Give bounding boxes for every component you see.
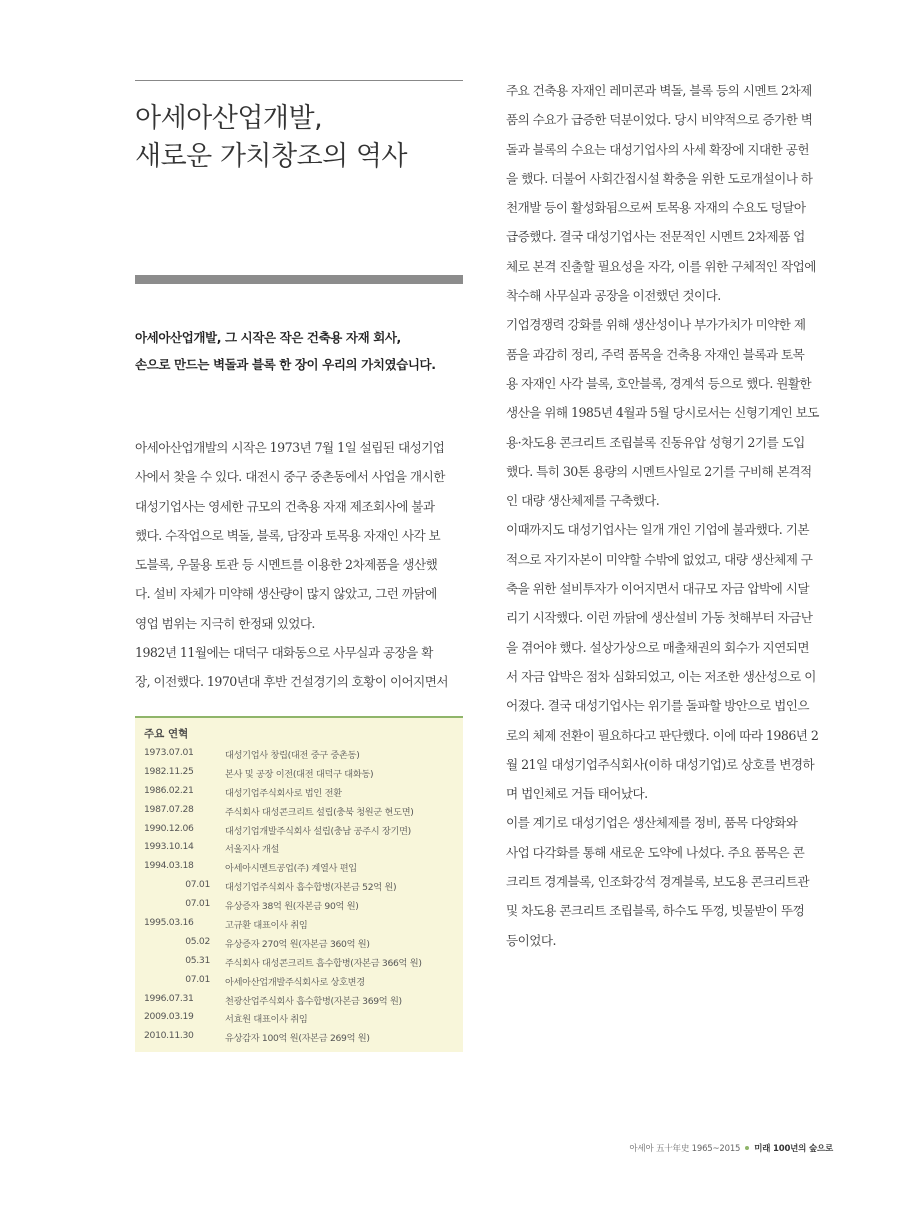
timeline-date: 1996.07.31 (144, 992, 194, 1004)
body-text-line: 사업 다각화를 통해 새로운 도약에 나섰다. 주요 품목은 콘 (506, 844, 805, 860)
timeline-row (135, 744, 463, 763)
timeline-row (135, 857, 463, 876)
timeline-date: 05.02 (185, 935, 210, 947)
timeline-row (135, 952, 463, 971)
body-text-line: 장, 이전했다. 1970년대 후반 건설경기의 호황이 이어지면서 (135, 674, 449, 690)
body-text-line: 이때까지도 대성기업사는 일개 개인 기업에 불과했다. 기본 (506, 522, 809, 538)
timeline-row (135, 801, 463, 820)
body-text-line: 축을 위한 설비투자가 이어지면서 대규모 자금 압박에 시달 (506, 581, 809, 597)
body-text-line: 체로 본격 진출할 필요성을 자각, 이를 위한 구체적인 작업에 (506, 258, 816, 274)
body-text-line: 영업 범위는 지극히 한정돼 있었다. (135, 615, 315, 631)
timeline-date: 05.31 (185, 954, 210, 966)
lead-subtitle (135, 324, 465, 378)
body-text-line: 기업경쟁력 강화를 위해 생산성이나 부가가치가 미약한 제 (506, 317, 806, 333)
timeline-date: 07.01 (185, 898, 210, 910)
timeline-row (135, 820, 463, 839)
left-column-body (135, 433, 465, 697)
body-text-line: 아세아산업개발의 시작은 1973년 7월 1일 설립된 대성기업 (135, 440, 445, 455)
body-text-line: 했다. 수작업으로 벽돌, 블록, 담장과 토목용 자재인 사각 보 (135, 527, 441, 543)
top-rule (135, 80, 463, 81)
timeline-date: 07.01 (185, 973, 210, 985)
timeline-date: 1987.07.28 (144, 803, 194, 815)
body-text-line: 용 자재인 사각 블록, 호안블록, 경계석 등으로 했다. 원활한 (506, 375, 812, 391)
title-line: 아세아산업개발, (135, 103, 323, 134)
body-text-line: 도블록, 우물용 토관 등 시멘트를 이용한 2차제품을 생산했 (135, 557, 438, 573)
timeline-row (135, 895, 463, 914)
footer-section-title: 미래 100년의 숲으로 (754, 1144, 833, 1154)
timeline-event: 서효원 대표이사 취임 (225, 1014, 308, 1026)
footer-book-title: 아세아 五十年史 1965~2015 (629, 1144, 741, 1154)
timeline-row (135, 1027, 463, 1046)
body-text-line: 착수해 사무실과 공장을 이전했던 것이다. (506, 288, 721, 304)
timeline-event: 대성기업주식회사 흡수합병(자본금 52억 원) (225, 882, 397, 894)
timeline-row (135, 971, 463, 990)
timeline-row (135, 763, 463, 782)
body-text-line: 어졌다. 결국 대성기업사는 위기를 돌파할 방안으로 법인으 (506, 698, 809, 714)
body-text-line: 리기 시작했다. 이런 까닭에 생산설비 가동 첫해부터 자금난 (506, 610, 813, 626)
body-text-line: 급증했다. 결국 대성기업사는 전문적인 시멘트 2차제품 업 (506, 229, 805, 245)
body-text-line: 로의 체제 전환이 필요하다고 판단했다. 이에 따라 1986년 2 (506, 727, 819, 743)
timeline-event: 유상감자 100억 원(자본금 269억 원) (225, 1033, 370, 1045)
body-text-line: 돌과 블록의 수요는 대성기업사의 사세 확장에 지대한 공헌 (506, 141, 809, 157)
body-text-line: 사에서 찾을 수 있다. 대전시 중구 중촌동에서 사업을 개시한 (135, 469, 445, 485)
timeline-event: 대성기업주식회사로 법인 전환 (225, 787, 342, 799)
body-text-line: 1982년 11월에는 대덕구 대화동으로 사무실과 공장을 확 (135, 645, 433, 661)
timeline-event: 유상증자 38억 원(자본금 90억 원) (225, 901, 359, 913)
subtitle-line: 아세아산업개발, 그 시작은 작은 건축용 자재 회사, (135, 330, 401, 345)
timeline-row (135, 838, 463, 857)
timeline-date: 2010.11.30 (144, 1030, 194, 1042)
body-text-line: 품을 과감히 정리, 주력 품목을 건축용 자재인 블록과 토목 (506, 346, 805, 362)
timeline-date: 1986.02.21 (144, 784, 194, 796)
subtitle-line: 손으로 만드는 벽돌과 블록 한 장이 우리의 가치였습니다. (135, 357, 436, 372)
body-text-line: 이를 계기로 대성기업은 생산체제를 정비, 품목 다양화와 (506, 815, 798, 831)
timeline-date: 1993.10.14 (144, 841, 194, 853)
body-text-line: 을 했다. 더불어 사회간접시설 확충을 위한 도로개설이나 하 (506, 170, 813, 186)
body-text-line: 적으로 자기자본이 미약할 수밖에 없었고, 대량 생산체제 구 (506, 551, 813, 567)
timeline-date: 1973.07.01 (144, 747, 194, 758)
history-timeline-box (135, 716, 463, 1052)
timeline-event: 유상증자 270억 원(자본금 360억 원) (225, 938, 370, 950)
timeline-row (135, 1008, 463, 1027)
body-text-line: 대성기업사는 영세한 규모의 건축용 자재 제조회사에 불과 (135, 498, 435, 514)
body-text-line: 품의 수요가 급증한 덕분이었다. 당시 비약적으로 증가한 벽 (506, 112, 813, 128)
body-text-line: 천개발 등이 활성화됨으로써 토목용 자재의 수요도 덩달아 (506, 200, 806, 216)
body-text-line: 생산을 위해 1985년 4월과 5월 당시로서는 신형기계인 보도 (506, 405, 819, 421)
page-title (135, 100, 465, 176)
timeline-row (135, 990, 463, 1009)
timeline-event: 고규환 대표이사 취임 (225, 920, 308, 932)
timeline-event: 본사 및 공장 이전(대전 대덕구 대화동) (225, 768, 374, 780)
body-text-line: 및 차도용 콘크리트 조립블록, 하수도 뚜껑, 빗물받이 뚜껑 (506, 903, 805, 919)
right-column-body (506, 76, 834, 955)
timeline-row (135, 933, 463, 952)
body-text-line: 인 대량 생산체제를 구축했다. (506, 493, 660, 509)
body-text-line: 용·차도용 콘크리트 조립블록 진동유압 성형기 2기를 도입 (506, 434, 805, 450)
timeline-date: 2009.03.19 (144, 1011, 194, 1023)
body-text-line: 다. 설비 자체가 미약해 생산량이 많지 않았고, 그런 까닭에 (135, 586, 437, 602)
body-text-line: 며 법인체로 거듭 태어났다. (506, 786, 648, 802)
body-text-line: 등이었다. (506, 932, 556, 948)
timeline-date: 1995.03.16 (144, 917, 194, 929)
timeline-row (135, 876, 463, 895)
body-text-line: 월 21일 대성기업주식회사(이하 대성기업)로 상호를 변경하 (506, 756, 815, 772)
timeline-row (135, 782, 463, 801)
title-line: 새로운 가치창조의 역사 (135, 141, 407, 172)
timeline-heading: 주요 연혁 (144, 728, 189, 740)
section-divider-bar (135, 275, 463, 284)
timeline-date: 1990.12.06 (144, 822, 194, 834)
timeline-date: 1982.11.25 (144, 765, 194, 777)
bullet-icon (745, 1146, 749, 1150)
body-text-line: 을 겪어야 했다. 설상가상으로 매출채권의 회수가 지연되면 (506, 639, 809, 655)
timeline-event: 주식회사 대성콘크리트 흡수합병(자본금 366억 원) (225, 957, 422, 969)
timeline-event: 대성기업개발주식회사 설립(충남 공주시 장기면) (225, 825, 411, 837)
body-text-line: 했다. 특히 30톤 용량의 시멘트사일로 2기를 구비해 본격적 (506, 463, 812, 479)
timeline-date: 1994.03.18 (144, 860, 194, 872)
page-footer (629, 1142, 833, 1154)
timeline-event: 아세아산업개발주식회사로 상호변경 (225, 976, 365, 988)
body-text-line: 주요 건축용 자재인 레미콘과 벽돌, 블록 등의 시멘트 2차제 (506, 83, 812, 98)
timeline-rows (135, 744, 463, 1046)
timeline-row (135, 914, 463, 933)
timeline-event: 천광산업주식회사 흡수합병(자본금 369억 원) (225, 995, 402, 1007)
timeline-event: 아세아시멘트공업(주) 계열사 편입 (225, 863, 357, 875)
timeline-date: 07.01 (185, 879, 210, 891)
timeline-event: 서울지사 개설 (225, 844, 280, 856)
timeline-event: 대성기업사 창립(대전 중구 중촌동) (225, 750, 360, 761)
body-text-line: 서 자금 압박은 점차 심화되었고, 이는 저조한 생산성으로 이 (506, 668, 816, 684)
body-text-line: 크리트 경계블록, 인조화강석 경계블록, 보도용 콘크리트관 (506, 874, 809, 890)
timeline-event: 주식회사 대성콘크리트 설립(충북 청원군 현도면) (225, 806, 414, 818)
